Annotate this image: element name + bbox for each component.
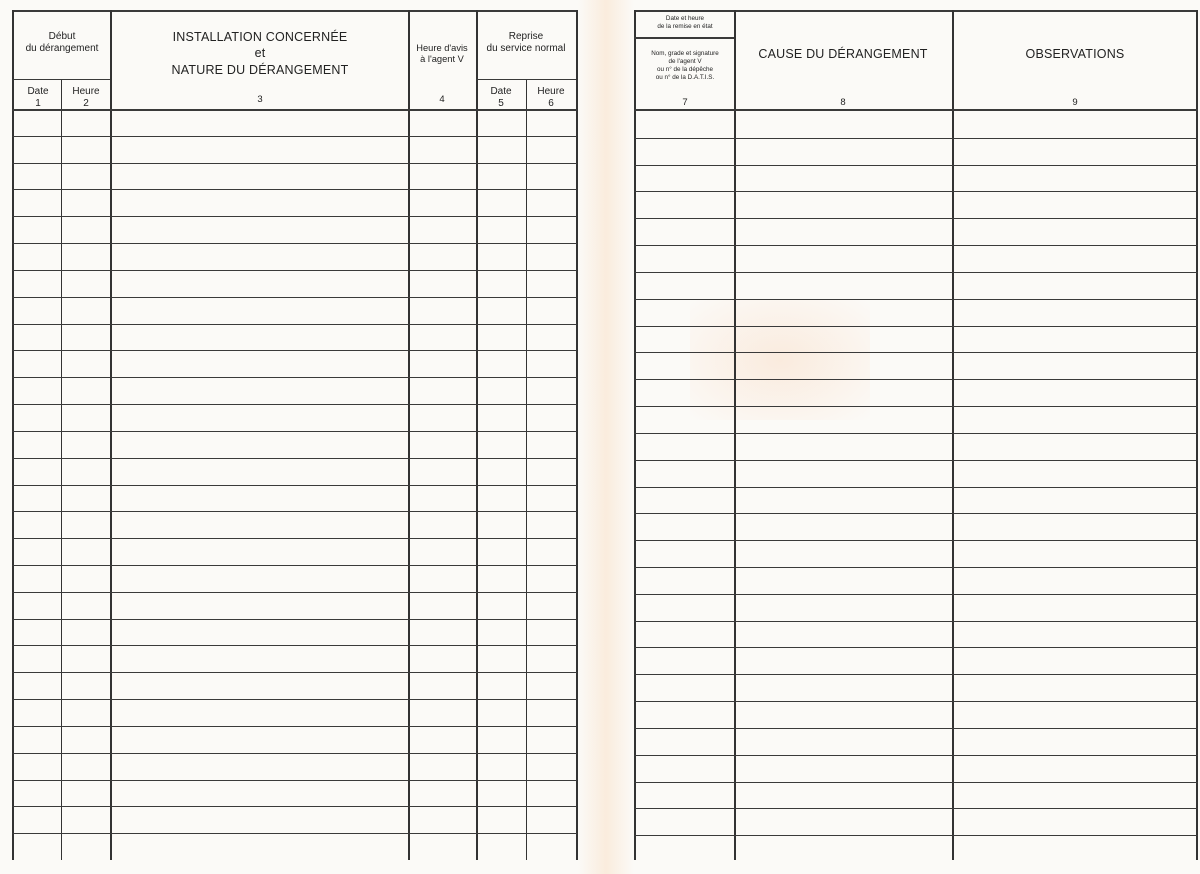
table-row-line	[12, 485, 577, 486]
header-debut-derangement: Début du dérangement	[25, 31, 99, 54]
header-date-5: Date 5	[490, 86, 512, 109]
table-row-line	[12, 833, 577, 834]
paper-stain	[690, 300, 870, 420]
header-num-3: 3	[257, 94, 263, 105]
table-row-line	[12, 538, 577, 539]
table-row-line	[634, 165, 1198, 166]
table-row-line	[12, 806, 577, 807]
table-row-line	[634, 513, 1198, 514]
table-row-line	[12, 592, 577, 593]
header-num-4: 4	[439, 94, 445, 105]
header-date-1: Date 1	[27, 86, 49, 109]
table-row-line	[12, 297, 577, 298]
table-row-line	[634, 379, 1198, 380]
subheader-line-reprise	[476, 79, 576, 80]
table-row-line	[634, 782, 1198, 783]
header-num-8: 8	[840, 97, 846, 108]
table-row-line	[634, 567, 1198, 568]
table-row-line	[634, 326, 1198, 327]
table-row-line	[12, 726, 577, 727]
table-row-line	[12, 511, 577, 512]
table-row-line	[634, 138, 1198, 139]
table-row-line	[12, 136, 577, 137]
header-heure-6: Heure 6	[537, 86, 565, 109]
table-row-line	[634, 594, 1198, 595]
table-row-line	[634, 621, 1198, 622]
header-bottom-left	[12, 109, 577, 111]
table-row-line	[634, 245, 1198, 246]
table-row-line	[634, 191, 1198, 192]
top-border-left	[12, 10, 577, 12]
column-divider	[476, 10, 478, 860]
subheader-line-debut	[12, 79, 110, 80]
table-row-line	[634, 647, 1198, 648]
subheader-line-remise	[634, 37, 734, 39]
table-row-line	[12, 404, 577, 405]
table-row-line	[12, 216, 577, 217]
column-divider	[408, 10, 410, 860]
table-row-line	[634, 487, 1198, 488]
header-heure-avis: Heure d'avis à l'agent V	[416, 43, 468, 64]
column-divider	[576, 10, 578, 860]
header-heure-2: Heure 2	[72, 86, 100, 109]
table-row-line	[12, 458, 577, 459]
table-row-line	[12, 377, 577, 378]
top-border-right	[634, 10, 1198, 12]
table-row-line	[12, 270, 577, 271]
table-row-line	[12, 431, 577, 432]
column-divider	[110, 10, 112, 860]
column-divider-date-heure	[61, 79, 62, 860]
table-row-line	[12, 699, 577, 700]
header-remise-en-etat: Date et heure de la remise en état	[657, 15, 713, 30]
column-divider	[12, 10, 14, 860]
header-num-7: 7	[682, 97, 688, 108]
table-row-line	[12, 350, 577, 351]
table-row-line	[634, 460, 1198, 461]
table-row-line	[634, 406, 1198, 407]
table-row-line	[634, 701, 1198, 702]
table-row-line	[634, 299, 1198, 300]
table-row-line	[12, 753, 577, 754]
table-row-line	[12, 565, 577, 566]
table-row-line	[634, 755, 1198, 756]
header-observations: OBSERVATIONS	[1025, 47, 1125, 61]
table-row-line	[12, 645, 577, 646]
header-cause-derangement: CAUSE DU DÉRANGEMENT	[758, 47, 928, 61]
header-num-9: 9	[1072, 97, 1078, 108]
table-row-line	[12, 189, 577, 190]
table-row-line	[12, 163, 577, 164]
header-installation: INSTALLATION CONCERNÉE et NATURE DU DÉRANGEMENT	[171, 30, 349, 77]
table-row-line	[12, 324, 577, 325]
table-row-line	[634, 808, 1198, 809]
header-reprise-service: Reprise du service normal	[486, 31, 566, 54]
table-row-line	[634, 540, 1198, 541]
table-row-line	[12, 243, 577, 244]
table-row-line	[634, 272, 1198, 273]
table-row-line	[634, 674, 1198, 675]
table-row-line	[634, 218, 1198, 219]
header-bottom-right	[634, 109, 1198, 111]
header-nom-grade-signature: Nom, grade et signature de l'agent V ou n° de la dépêche ou n° de la D.A.T.I.S.	[651, 50, 719, 81]
page-fold	[578, 0, 634, 874]
table-row-line	[12, 780, 577, 781]
table-row-line	[12, 672, 577, 673]
table-row-line	[634, 835, 1198, 836]
table-row-line	[634, 433, 1198, 434]
table-row-line	[12, 619, 577, 620]
table-row-line	[634, 352, 1198, 353]
table-row-line	[634, 728, 1198, 729]
column-divider-date-heure-reprise	[526, 79, 527, 860]
